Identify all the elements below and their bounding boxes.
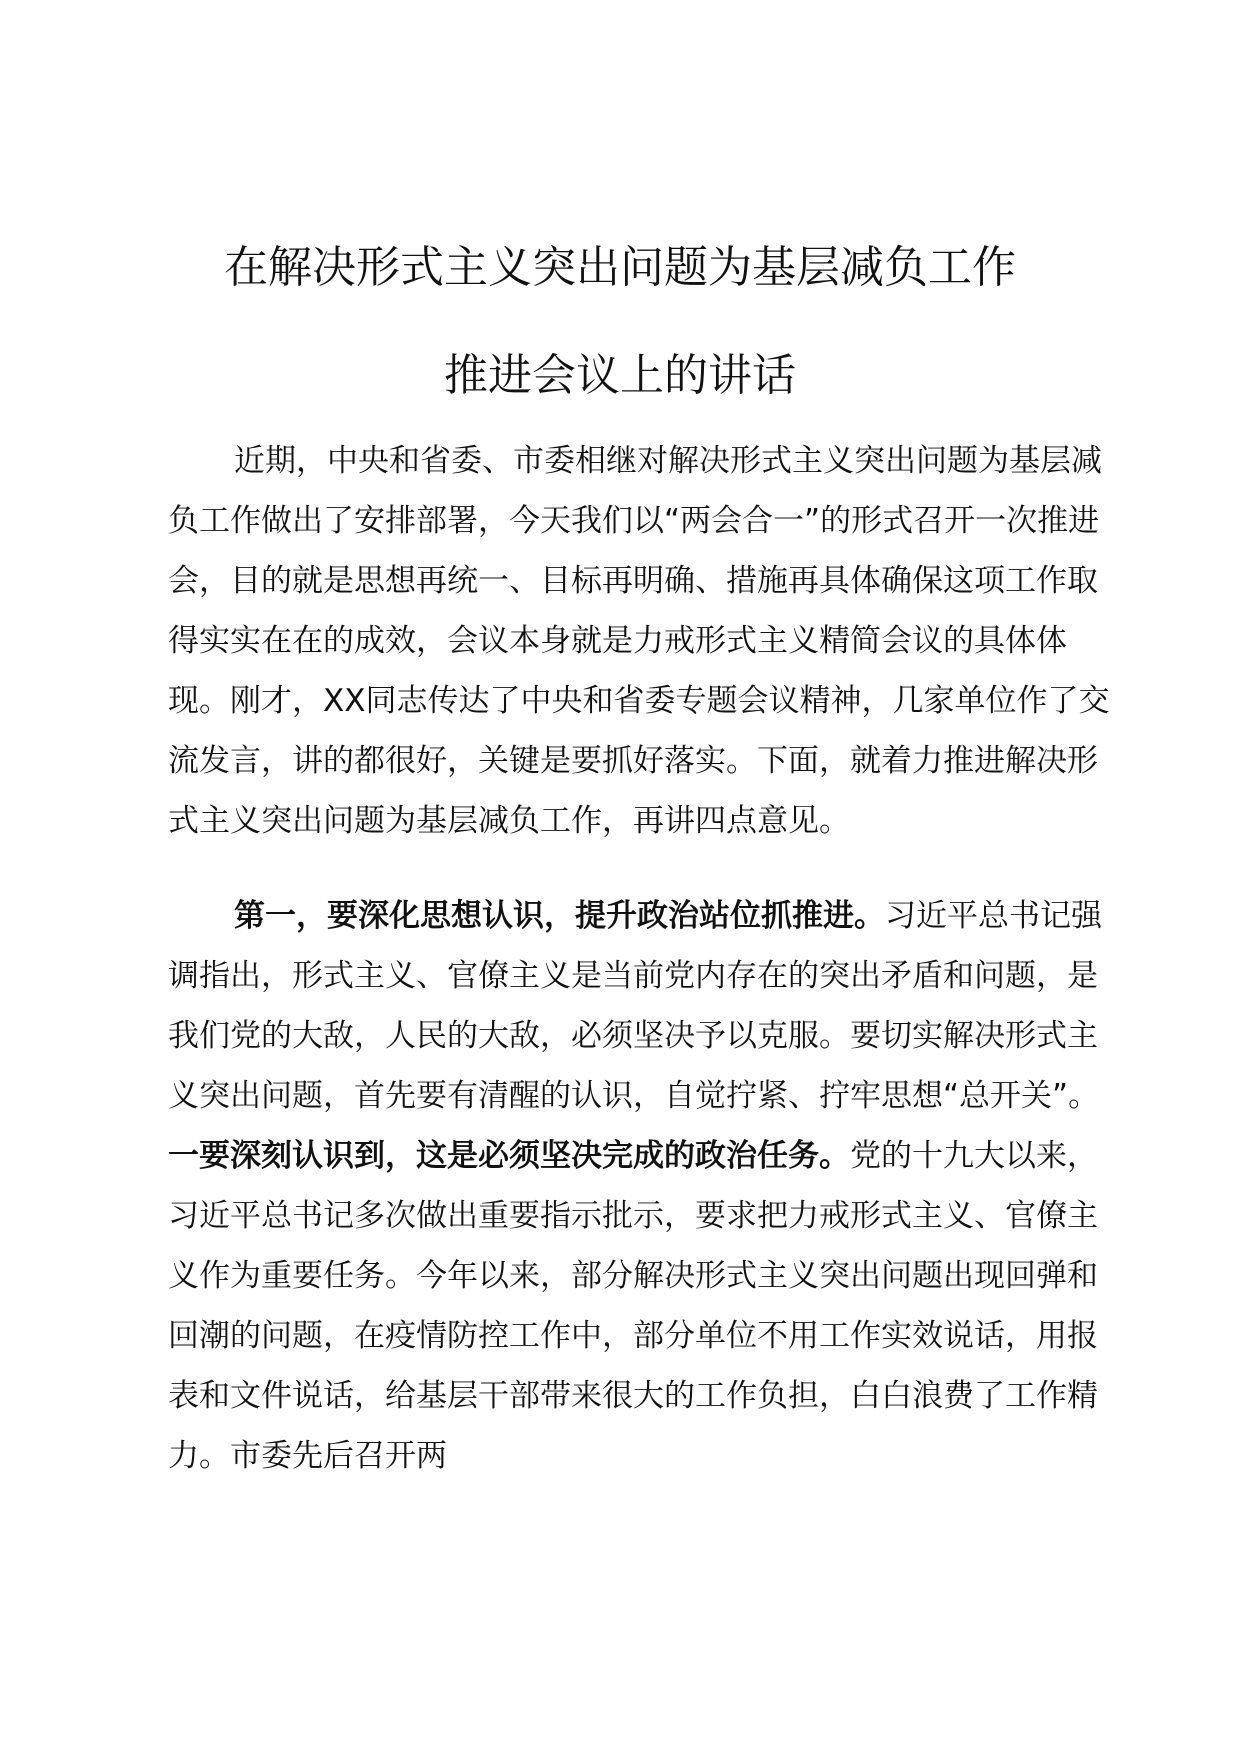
paragraph-first-point [168,886,1113,1486]
document-body [168,431,1113,1486]
first-point-text-a: 习近平总书记强调指出，形式主义、官僚主义是当前党内存在的突出矛盾和问题，是我们党的大敌，人民的大敌，必须坚决予以克服。要切实解决形式主义突出问题，首先要有清醒的认识，自觉拧紧、拧牢思想“总开关”。 [168,898,1102,1114]
first-point-heading: 第一，要深化思想认识，提升政治站位抓推进。 [234,898,885,934]
first-point-text-b: 党的十九大以来，习近平总书记多次做出重要指示批示，要求把力戒形式主义、官僚主义作为重要任务。今年以来，部分解决形式主义突出问题出现回弹和回潮的问题，在疫情防控工作中，部分单位不用工作实效说话，用报表和文件说话，给基层干部带来很大的工作负担，白白浪费了工作精力。市委先后召开两 [168,1138,1098,1474]
document-title-line-2: 推进会议上的讲话 [444,350,796,401]
document-title-line-1: 在解决形式主义突出问题为基层减负工作 [224,242,1016,293]
paragraph-intro: 近期，中央和省委、市委相继对解决形式主义突出问题为基层减负工作做出了安排部署，今天我们以“两会合一”的形式召开一次推进会，目的就是思想再统一、目标再明确、措施再具体确保这项工作取得实实在在的成效，会议本身就是力戒形式主义精简会议的具体体现。刚才，XX同志传达了中央和省委专题会议精神，几家单位作了交流发言，讲的都很好，关键是要抓好落实。下面，就着力推进解决形式主义突出问题为基层减负工作，再讲四点意见。 [168,443,1110,839]
first-point-subheading: 一要深刻认识到，这是必须坚决完成的政治任务。 [168,1138,850,1174]
